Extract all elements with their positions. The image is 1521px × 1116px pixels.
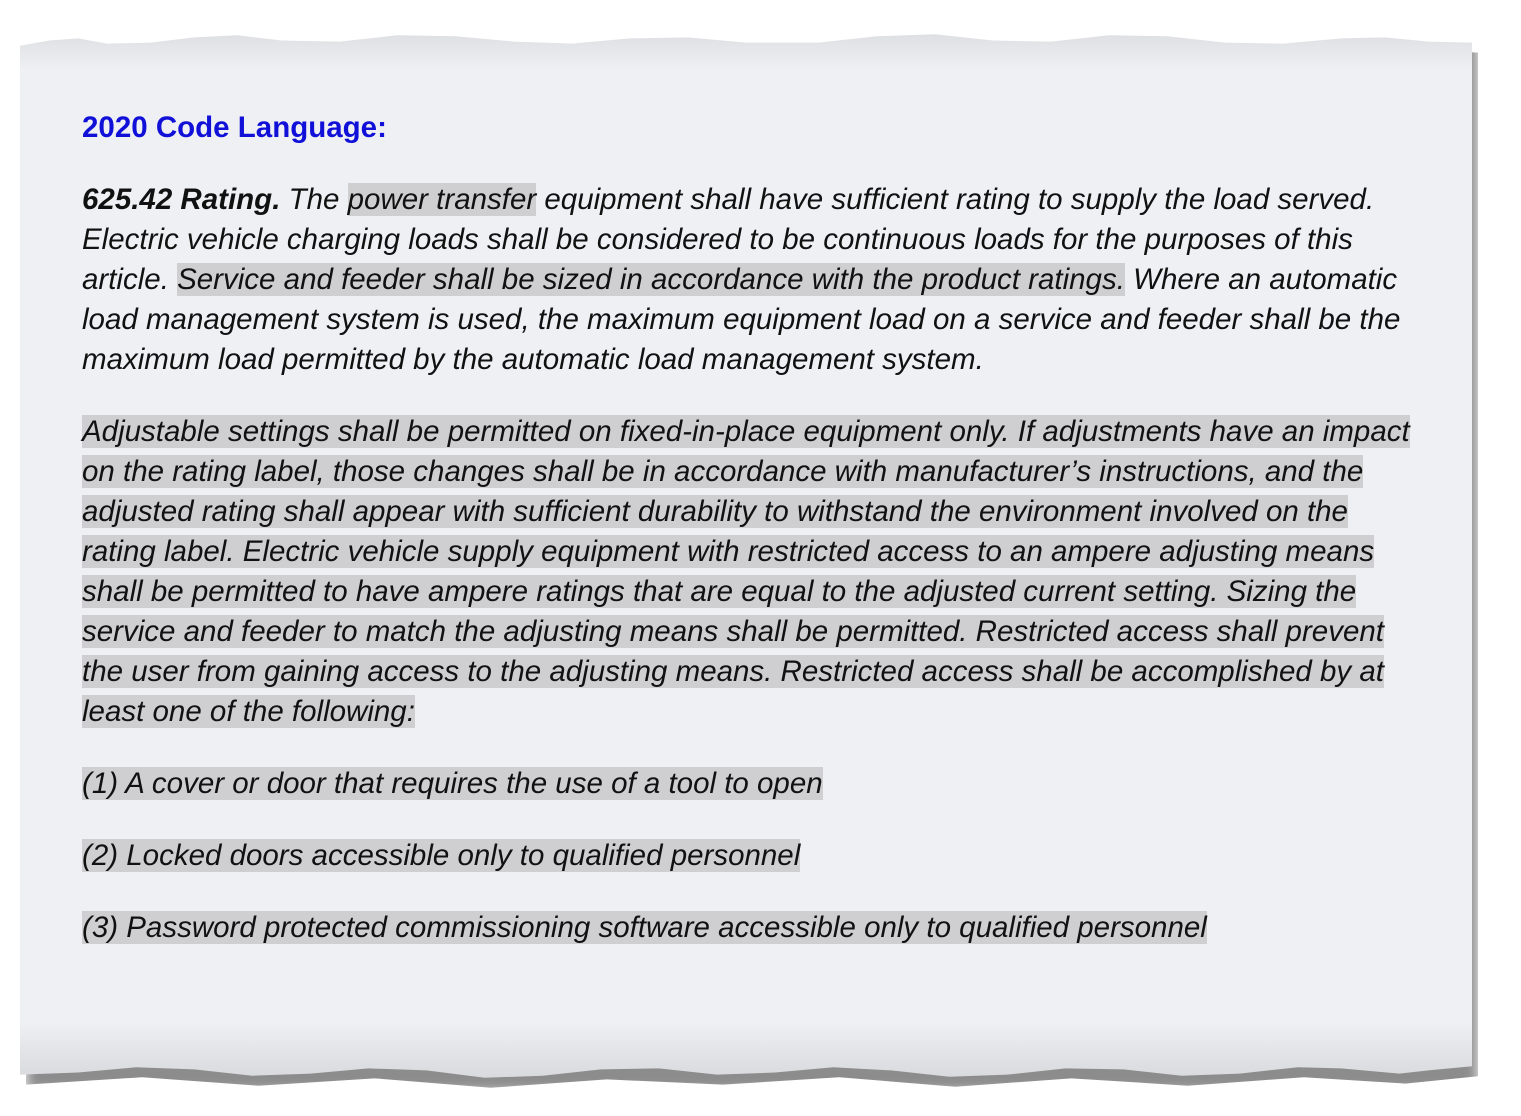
section-625-42-paragraph — [82, 180, 1422, 380]
list-item-text: (1) A cover or door that requires the use of a tool to open — [82, 767, 823, 800]
highlighted-adjustable-settings-text: Adjustable settings shall be permitted on fixed-in-place equipment only. If adjustments have an impact on the rating label, those changes shall be in accordance with manufacturer’s instructions, and the adjusted rating shall appear with sufficient durability to withstand the environment involved on the rating label. Electric vehicle supply equipment with restricted access to an ampere adjusting means shall be permitted to have ampere ratings that are equal to the adjusted current setting. Sizing the service and feeder to match the adjusting means shall be permitted. Restricted access shall prevent the user from gaining access to the adjusting means. Restricted access shall be accomplished by at least one of the following: — [82, 415, 1410, 728]
list-item — [82, 764, 1422, 804]
list-item-text: (2) Locked doors accessible only to qualified personnel — [82, 839, 801, 872]
code-language-heading: 2020 Code Language: — [82, 111, 387, 144]
section-text-1: equipment shall have sufficient rating to supply the load served. Electric vehicle charging loads shall be considered to be continuous loads for the purposes of this article. — [82, 183, 1375, 296]
list-item — [82, 908, 1422, 948]
highlighted-service-feeder-sentence: Service and feeder shall be sized in accordance with the product ratings. — [177, 263, 1125, 296]
list-item-text: (3) Password protected commissioning software accessible only to qualified personnel — [82, 911, 1207, 944]
section-text-2: Where an automatic load management system is used, the maximum equipment load on a service and feeder shall be the maximum load permitted by the automatic load management system. — [82, 263, 1401, 376]
highlighted-power-transfer: power transfer — [347, 183, 537, 216]
document-content — [82, 108, 1422, 980]
adjustable-settings-paragraph — [82, 412, 1422, 732]
section-number-title: 625.42 Rating. — [82, 183, 281, 216]
list-item — [82, 836, 1422, 876]
section-intro-text: The — [280, 183, 348, 216]
